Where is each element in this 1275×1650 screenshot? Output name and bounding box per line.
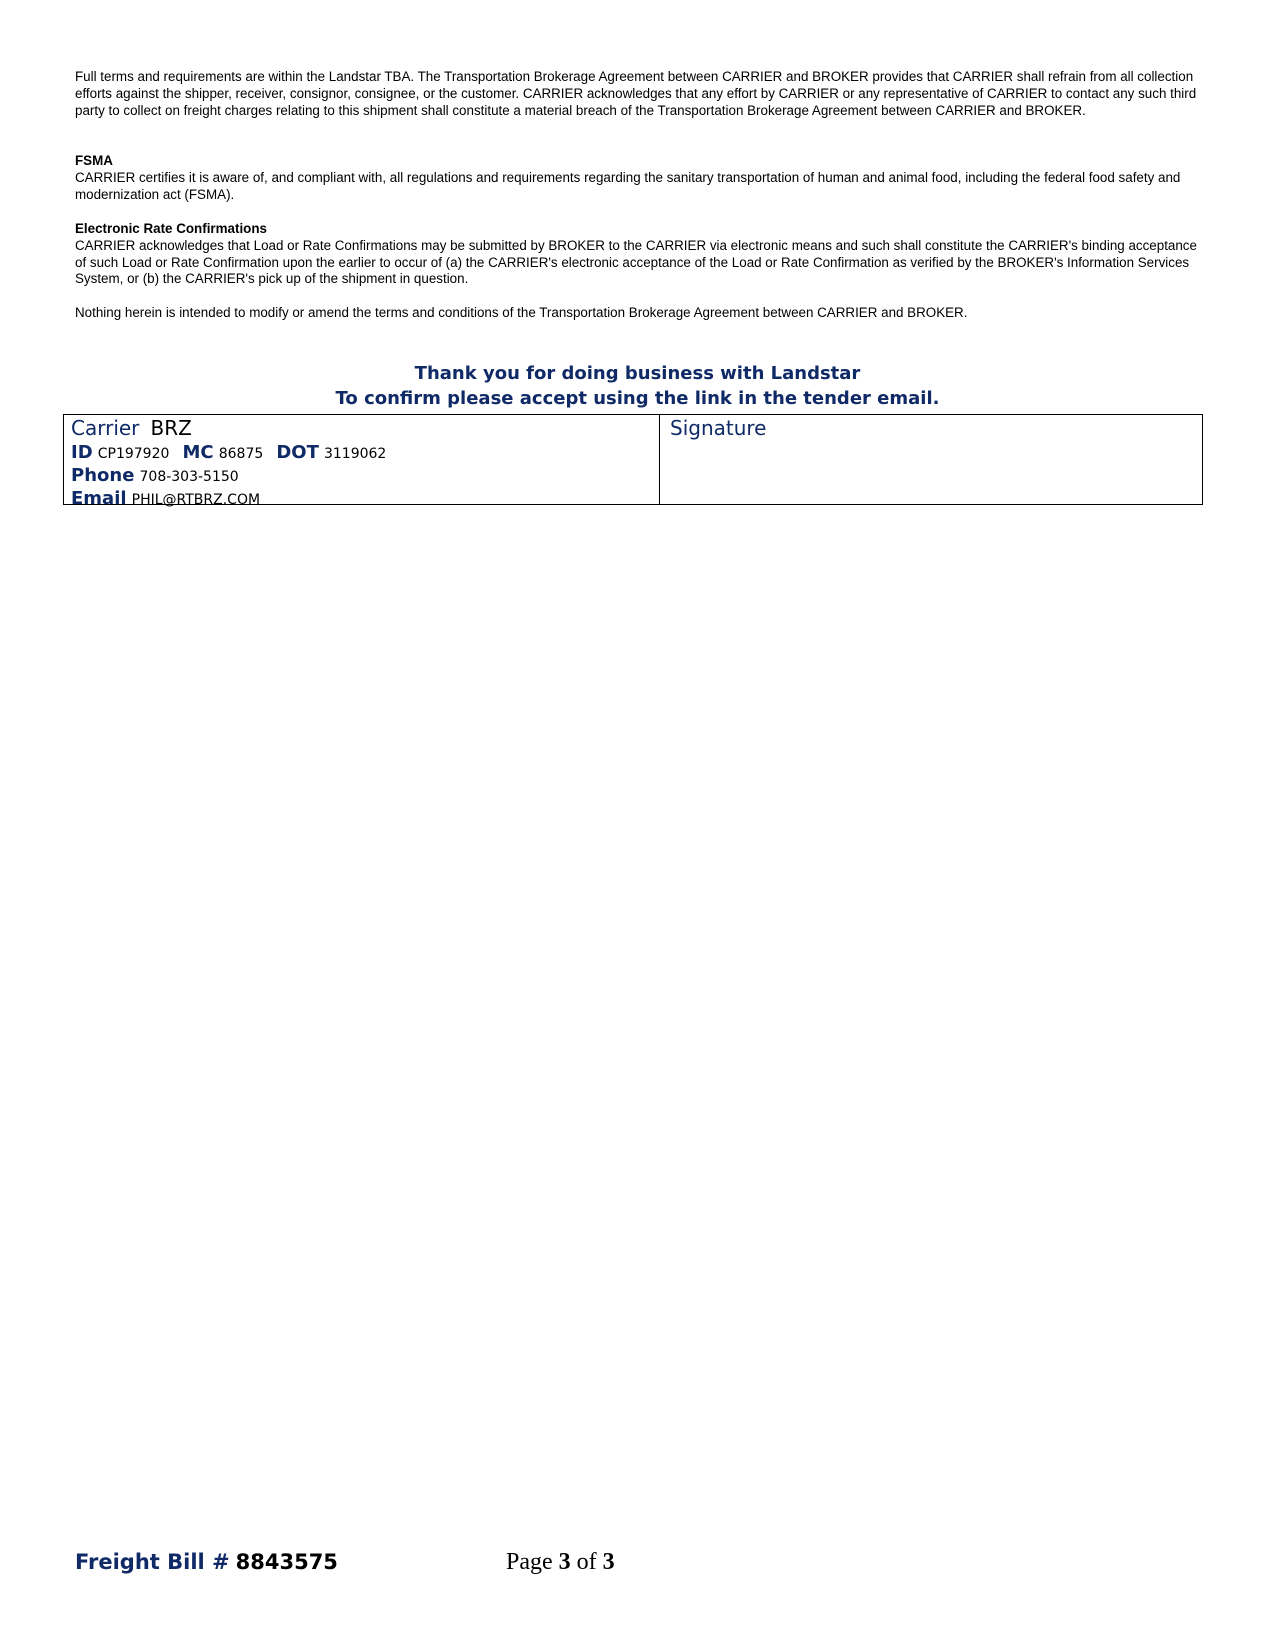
carrier-info-box [63, 414, 1203, 509]
dot-value: 3119062 [323, 446, 387, 462]
phone-value: 708-303-5150 [139, 469, 239, 485]
email-label: Email [71, 488, 127, 509]
fsma-body: CARRIER certifies it is aware of, and compliant with, all regulations and requirements regarding the sanitary transportation of human and animal food, including the federal food safety and modernization act (FSMA). [75, 169, 1181, 202]
carrier-ids-row [71, 442, 659, 465]
page-word: Page [506, 1549, 553, 1575]
freight-bill-value: 8843575 [235, 1550, 338, 1574]
dot-label: DOT [276, 442, 319, 463]
freight-bill-label: Freight Bill # [75, 1550, 230, 1574]
id-label: ID [71, 442, 93, 463]
email-value: PHIL@RTBRZ.COM [131, 492, 261, 508]
page-current: 3 [558, 1549, 571, 1575]
freight-bill-number [75, 1550, 338, 1574]
thanks-line: Thank you for doing business with Landstar [414, 363, 861, 384]
carrier-name-row [71, 416, 659, 442]
page-total: 3 [602, 1549, 615, 1575]
carrier-label: Carrier [71, 416, 140, 440]
fsma-section [75, 153, 1200, 203]
erc-body: CARRIER acknowledges that Load or Rate Confirmations may be submitted by BROKER to the CARRIER via electronic means and such shall constitute the CARRIER's binding acceptance of such Load or Rate Confirmation upon the earlier to occur of (a) the CARRIER's electronic acceptance of the Load or Rate Confirmation as verified by the BROKER's Information Services System, or (b) the CARRIER's pick up of the shipment in question. [75, 237, 1197, 287]
page-indicator [506, 1549, 615, 1576]
mc-label: MC [182, 442, 214, 463]
page-of: of [576, 1549, 597, 1575]
signature-field[interactable] [660, 415, 1202, 504]
carrier-details [64, 415, 660, 509]
phone-label: Phone [71, 465, 135, 486]
id-value: CP197920 [97, 446, 170, 462]
erc-section [75, 221, 1200, 288]
mc-value: 86875 [218, 446, 264, 462]
terms-closing: Nothing herein is intended to modify or amend the terms and conditions of the Transportation Brokerage Agreement between CARRIER and BROKER. [75, 305, 968, 320]
confirm-instruction: To confirm please accept using the link in the tender email. [335, 388, 940, 409]
carrier-phone-row [71, 465, 659, 488]
terms-intro: Full terms and requirements are within the Landstar TBA. The Transportation Brokerage Agreement between CARRIER and BROKER provides that CARRIER shall refrain from all collection efforts against the shipper, receiver, consignor, consignee, or the customer. CARRIER acknowledges that any effort by CARRIER or any representative of CARRIER to contact any such third party to collect on freight charges relating to this shipment shall constitute a material breach of the Transportation Brokerage Agreement between CARRIER and BROKER. [75, 69, 1197, 118]
signature-label: Signature [670, 416, 767, 440]
fsma-heading: FSMA [75, 153, 113, 168]
carrier-name: BRZ [150, 416, 192, 440]
carrier-email-row [71, 488, 659, 511]
erc-heading: Electronic Rate Confirmations [75, 221, 267, 236]
